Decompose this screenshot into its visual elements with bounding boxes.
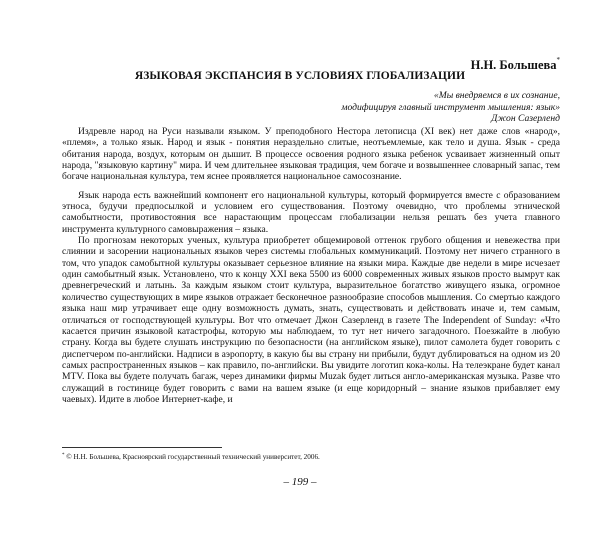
author-footnote-mark: * <box>556 56 560 64</box>
paragraph-1: Издревле народ на Руси называли языком. У преподобного Нестора летописца (XI век) нет даже слов «народ», «племя», а только язык. Народ и язык - понятия нераздельно слитые, неотъемлемые, как тело и душа. Язык - среда обитания народа, воздух, которым он дышит. В процессе освоения родного языка ребенок усваивает жизненный опыт народа, "языковую картину" мира. И чем длительнее языковая традиция, чем богаче и возвышеннее словарный запас, тем богаче национальная культура, тем яснее проявляется национальное самосознание. <box>62 126 560 183</box>
epigraph-line-2: модифицируя главный инструмент мышления: язык» <box>341 101 560 113</box>
footnote-divider <box>62 447 222 448</box>
epigraph-line-1: «Мы внедряемся в их сознание, <box>433 90 560 101</box>
paragraph-3: По прогнозам некоторых ученых, культура приобретет общемировой оттенок грубого общения и невежества при слиянии и засорении национальных языков через системы глобальных коммуникаций. Поэтому нет ничего странного в том, что упадок самобытной культуры оказывает серьезное влияние на языки мира. Каждые две недели в мире исчезает один самобытный язык. Установлено, что к концу XXI века 5500 из 6000 современных живых языков просто вымрут как древнегреческий и латынь. За каждым языком стоит культура, выразительное богатство живущего языка, огромное количество существующих в мире языков отражает бесконечное разнообразие способов мышления. Со смертью каждого языка наш мир утрачивает еще одну возможность думать, знать, существовать и действовать иначе и, тем самым, отличаться от господствующей культуры. Вот что отмечает Джон Сазерленд в газете The Independent of Sunday: «Что касается причин языковой катастрофы, которую мы наблюдаем, то тут нет ничего загадочного. Поезжайте в любую страну. Когда вы будете слушать инструкцию по безопасности (на английском языке), пилот самолета будет говорить с диспетчером по-английски. Надписи в аэропорту, в какую бы вы страну ни прибыли, будут дублироваться на одном из 20 самых распространенных языков – как правило, по-английски. Вы увидите логотип кока-колы. На телеэкране будет канал MTV. Пока вы будете получать багаж, через динамики фирмы Muzak будет литься англо-американская музыка. Разве что служащий в гостинице будет говорить с вами на вашем языке (и еще коридорный – знание языков прибавляет ему чаевых). Идите в любое Интернет-кафе, и <box>62 235 560 405</box>
paragraph-2: Язык народа есть важнейший компонент его национальной культуры, который формируется вместе с образованием этноса, будучи предпосылкой и условием его существования. Поэтому очевидно, что проблемы этнической самобытности, противостояния все нарастающим процессам глобализации нельзя решать без учета главного инструмента культурного самовыражения – языка. <box>62 189 560 235</box>
footnote-mark: * <box>62 453 65 458</box>
article-title: ЯЗЫКОВАЯ ЭКСПАНСИЯ В УСЛОВИЯХ ГЛОБАЛИЗАЦИИ <box>134 70 466 82</box>
epigraph-source: Джон Сазерленд <box>491 113 560 124</box>
footnote-text: © Н.Н. Большева, Красноярский государственный технический университет, 2006. <box>66 453 320 461</box>
author-name: Н.Н. Большева* <box>470 56 560 72</box>
article-body <box>62 126 560 405</box>
epigraph <box>341 90 560 125</box>
page-number: – 199 – <box>283 476 317 488</box>
footnote <box>62 453 320 461</box>
